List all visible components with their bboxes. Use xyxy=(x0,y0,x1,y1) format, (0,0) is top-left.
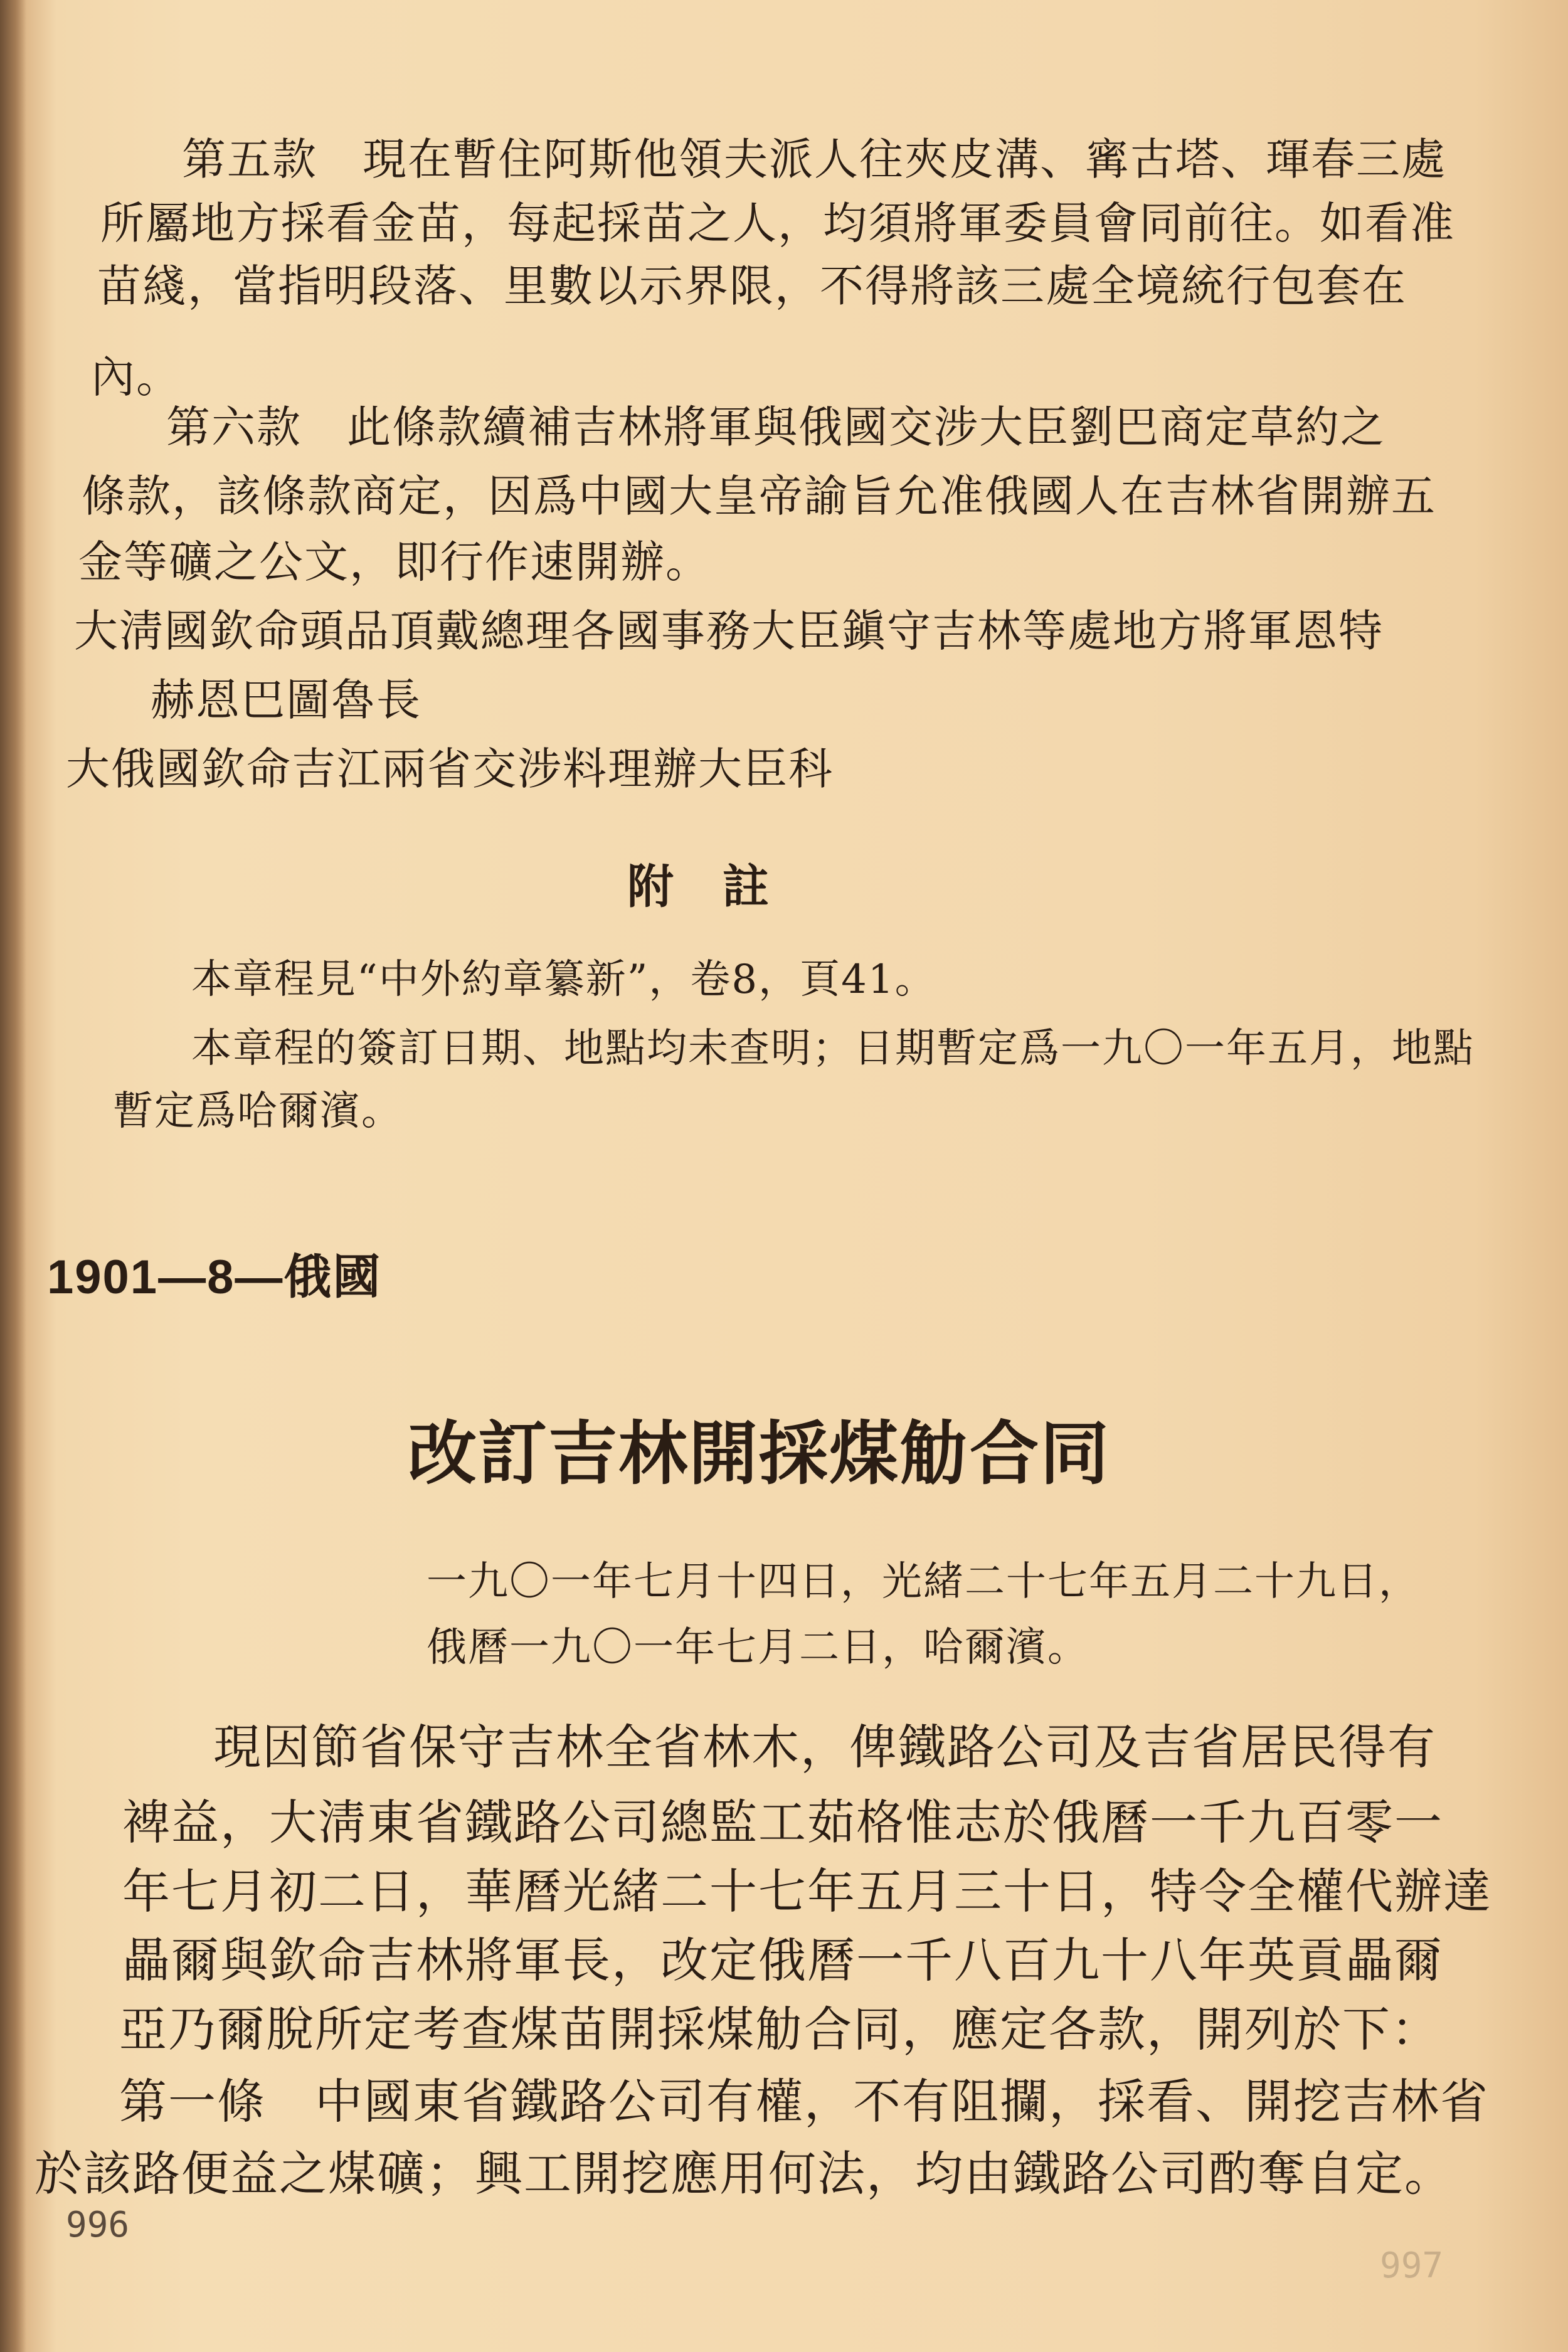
body-line-6: 第一條 中國東省鐵路公司有權，不有阻攔，採看、開挖吉林省 xyxy=(119,2074,1489,2129)
text-line-10: 大俄國欽命吉江兩省交涉料理辦大臣科 xyxy=(66,743,834,795)
page-number: 996 xyxy=(66,2205,130,2245)
page-number-bleed-through: 997 xyxy=(1380,2245,1444,2286)
text-line-7: 金等礦之公文，即行作速開辦。 xyxy=(78,536,711,588)
body-line-3: 年七月初二日，華曆光緒二十七年五月三十日，特令全權代辦達 xyxy=(122,1863,1492,1919)
body-line-5: 亞乃爾脫所定考查煤苗開採煤觔合同，應定各款，開列於下： xyxy=(119,2001,1440,2057)
text-line-9: 赫恩巴圖魯長 xyxy=(151,674,421,726)
text-line-4: 內。 xyxy=(91,351,181,403)
document-title: 改訂吉林開採煤觔合同 xyxy=(408,1413,1110,1494)
body-line-2: 裨益，大淸東省鐵路公司總監工茹格惟志於俄曆一千九百零一 xyxy=(122,1794,1443,1850)
text-line-1: 第五款 現在暫住阿斯他領夫派人往夾皮溝、寗古塔、琿春三處 xyxy=(182,134,1446,185)
body-line-7: 於該路便益之煤礦；興工開挖應用何法，均由鐵路公司酌奪自定。 xyxy=(34,2146,1453,2201)
note-line-2: 本章程的簽訂日期、地點均未查明；日期暫定爲一九〇一年五月，地點 xyxy=(191,1025,1475,1072)
text-line-3: 苗綫，當指明段落、里數以示界限，不得將該三處全境統行包套在 xyxy=(97,260,1407,312)
date-line-1: 一九〇一年七月十四日，光緒二十七年五月二十九日， xyxy=(426,1559,1420,1605)
date-line-2: 俄曆一九〇一年七月二日，哈爾濱。 xyxy=(426,1624,1089,1671)
note-line-1: 本章程見“中外約章纂新”，卷8，頁41。 xyxy=(191,956,936,1003)
text-line-5: 第六款 此條款續補吉林將軍與俄國交涉大臣劉巴商定草約之 xyxy=(166,401,1385,453)
note-line-3: 暫定爲哈爾濱。 xyxy=(113,1088,403,1135)
body-line-1: 現因節省保守吉林全省林木，俾鐵路公司及吉省居民得有 xyxy=(213,1719,1436,1775)
text-line-2: 所屬地方採看金苗，每起採苗之人，均須將軍委員會同前往。如看准 xyxy=(100,198,1455,249)
text-line-8: 大淸國欽命頭品頂戴總理各國事務大臣鎭守吉林等處地方將軍恩特 xyxy=(74,605,1384,657)
notes-heading: 附 註 xyxy=(627,860,770,914)
body-line-4: 畾爾與欽命吉林將軍長，改定俄曆一千八百九十八年英貢畾爾 xyxy=(122,1932,1443,1988)
section-code: 1901—8—俄國 xyxy=(47,1251,382,1304)
text-line-6: 條款，該條款商定，因爲中國大皇帝諭旨允准俄國人在吉林省開辦五 xyxy=(82,470,1436,522)
